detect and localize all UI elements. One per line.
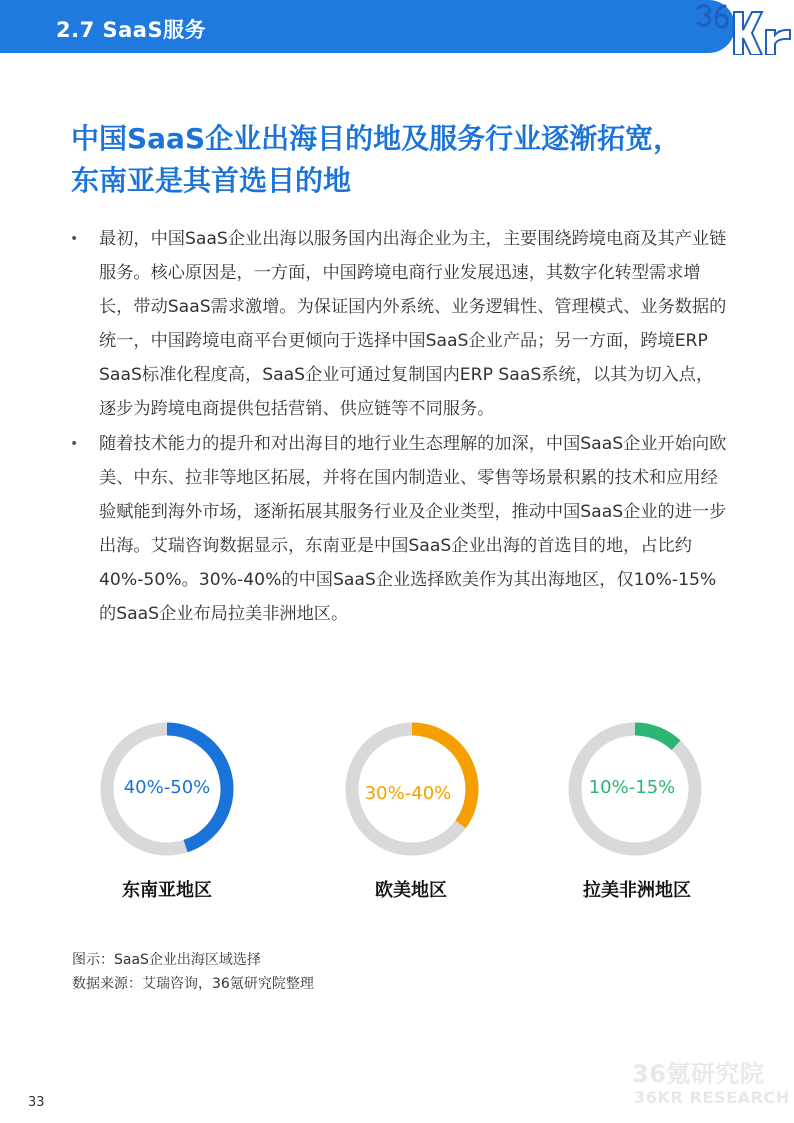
bullet-symbol: • [70,436,79,452]
region-label-southeast-asia: 东南亚地区 [122,880,212,901]
figure-caption: 图示：SaaS企业出海区域选择 [72,952,261,968]
bullet-item [70,427,730,631]
donut-value-label: 10%-15% [588,777,676,798]
bullet-symbol: • [70,231,79,247]
source-caption: 数据来源：艾瑞咨询，36氪研究院整理 [72,976,314,992]
bullet-text: 最初，中国SaaS企业出海以服务国内出海企业为主，主要围绕跨境电商及其产业链服务。核心原因是，一方面，中国跨境电商行业发展迅速，其数字化转型需求增长，带动SaaS需求激增。为保证国内外系统、业务逻辑性、管理模式、业务数据的统一，中国跨境电商平台更倾向于选择中国SaaS企业产品；另一方面，跨境ERP SaaS标准化程度高，SaaS企业可通过复制国内ERP SaaS系统，以其为切入点，逐步为跨境电商提供包括营销、供应链等不同服务。 [99,229,727,419]
section-header-bar [0,0,735,53]
logo-36kr [694,0,794,55]
bullet-item [70,222,730,426]
region-label-europe-america: 欧美地区 [375,880,447,901]
watermark-cn: 36氪研究院 [632,1060,765,1088]
donut-value-label: 30%-40% [364,783,452,804]
donut-value-label: 40%-50% [123,777,211,798]
page-number: 33 [28,1095,45,1110]
page-heading-line-1: 中国SaaS企业出海目的地及服务行业逐渐拓宽， [71,122,682,155]
watermark-en: 36KR RESEARCH [634,1088,790,1107]
bullet-list [70,222,730,632]
page-heading-line-2: 东南亚是其首选目的地 [71,164,352,197]
bullet-text: 随着技术能力的提升和对出海目的地行业生态理解的加深，中国SaaS企业开始向欧美、中东、拉非等地区拓展，并将在国内制造业、零售等场景积累的技术和应用经验赋能到海外市场，逐渐拓展其服务行业及企业类型，推动中国SaaS企业的进一步出海。艾瑞咨询数据显示，东南亚是中国SaaS企业出海的首选目的地，占比约40%-50%。30%-40%的中国SaaS企业选择欧美作为其出海地区，仅10%-15%的SaaS企业布局拉美非洲地区。 [99,434,727,624]
page-heading [71,118,751,202]
section-title: 2.7 SaaS服务 [56,18,207,42]
donut-segment-2 [635,729,676,745]
region-label-latam-africa: 拉美非洲地区 [583,880,691,901]
donut-segment-1 [412,729,472,824]
